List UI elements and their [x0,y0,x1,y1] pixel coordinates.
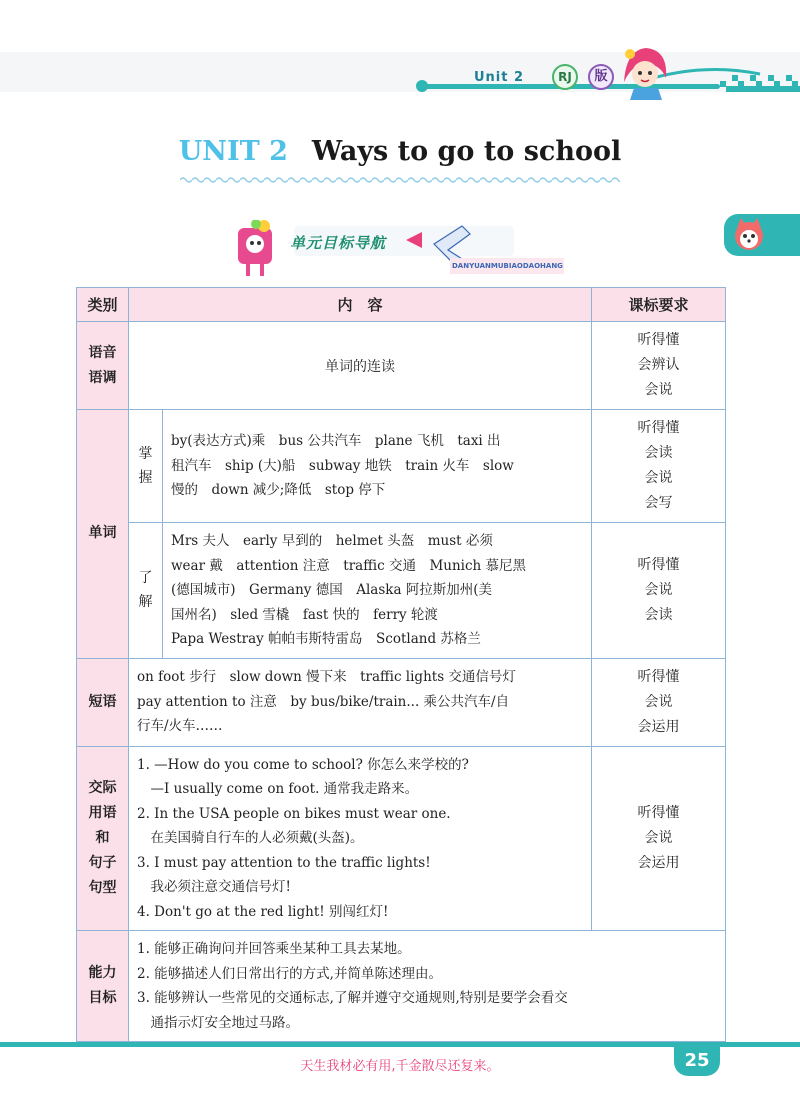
unit-tag: Unit 2 [474,70,525,85]
row-words-understand [77,523,726,659]
unit-name: Ways to go to school [311,136,622,167]
checker-pattern [720,70,800,92]
content-sentences: 1. —How do you come to school? 你怎么来学校的? —I usually come on foot. 通常我走路来。 2. In the USA people on bikes must wear one. 在美国骑自行车的人必须戴(头盔)。 3. I must pay attention to the traffic lights! 我必须注意交通信号灯! 4. Don't go at the red light! 别闯红灯! [129,746,592,931]
unit-goals-table [76,287,726,1042]
fox-face-icon [732,218,766,252]
content-words-master: by(表达方式)乘 bus 公共汽车 plane 飞机 taxi 出 租汽车 ship (大)船 subway 地铁 train 火车 slow 慢的 down 减少;降低 stop 停下 [163,410,592,523]
section-banner [234,220,564,280]
title-underline [180,176,620,184]
category-phrases: 短语 [77,658,129,746]
label-understand: 了 解 [129,523,163,659]
header-requirement: 课标要求 [592,288,726,322]
footer-motto: 天生我材必有用,千金散尽还复来。 [300,1059,500,1074]
page-title [0,136,800,167]
requirement-words-understand: 听得懂 会说 会读 [592,523,726,659]
category-words: 单词 [77,410,129,659]
header-category: 类别 [77,288,129,322]
category-ability: 能力 目标 [77,931,129,1042]
header-rule-dot [416,80,428,92]
requirement-sentences: 听得懂 会说 会运用 [592,746,726,931]
table-header-row [77,288,726,322]
requirement-words-master: 听得懂 会读 会说 会写 [592,410,726,523]
content-phrases: on foot 步行 slow down 慢下来 traffic lights 交通信号灯 pay attention to 注意 by bus/bike/train... 乘公共汽车/自 行车/火车…… [129,658,592,746]
content-ability: 1. 能够正确询问并回答乘坐某种工具去某地。 2. 能够描述人们日常出行的方式,并简单陈述理由。 3. 能够辨认一些常见的交通标志,了解并遵守交通规则,特别是要学会看交 通指示灯安全地过马路。 [129,931,726,1042]
label-master: 掌 握 [129,410,163,523]
row-phrases [77,658,726,746]
row-ability [77,931,726,1042]
row-phonetics [77,322,726,410]
requirement-phonetics: 听得懂 会辨认 会说 [592,322,726,410]
requirement-phrases: 听得懂 会说 会运用 [592,658,726,746]
header-content: 内 容 [129,288,592,322]
row-words-master [77,410,726,523]
category-sentences: 交际 用语 和 句子 句型 [77,746,129,931]
content-phonetics: 单词的连读 [129,322,592,410]
page-number: 25 [674,1046,720,1076]
banner-pinyin: DANYUANMUBIAODAOHANG [452,262,563,270]
row-sentences [77,746,726,931]
banner-title: 单元目标导航 [290,234,387,252]
category-phonetics: 语音 语调 [77,322,129,410]
edition-badge-rj: RJ [552,64,578,90]
unit-number: UNIT 2 [178,136,288,167]
content-words-understand: Mrs 夫人 early 早到的 helmet 头盔 must 必须 wear 戴 attention 注意 traffic 交通 Munich 慕尼黑 (德国城市) Germany 德国 Alaska 阿拉斯加州(美 国州名) sled 雪橇 fast 快的 ferry 轮渡 Papa Westray 帕帕韦斯特雷岛 Scotland 苏格兰 [163,523,592,659]
edition-badge-ban: 版 [588,64,614,90]
girl-mascot-icon [614,42,676,100]
